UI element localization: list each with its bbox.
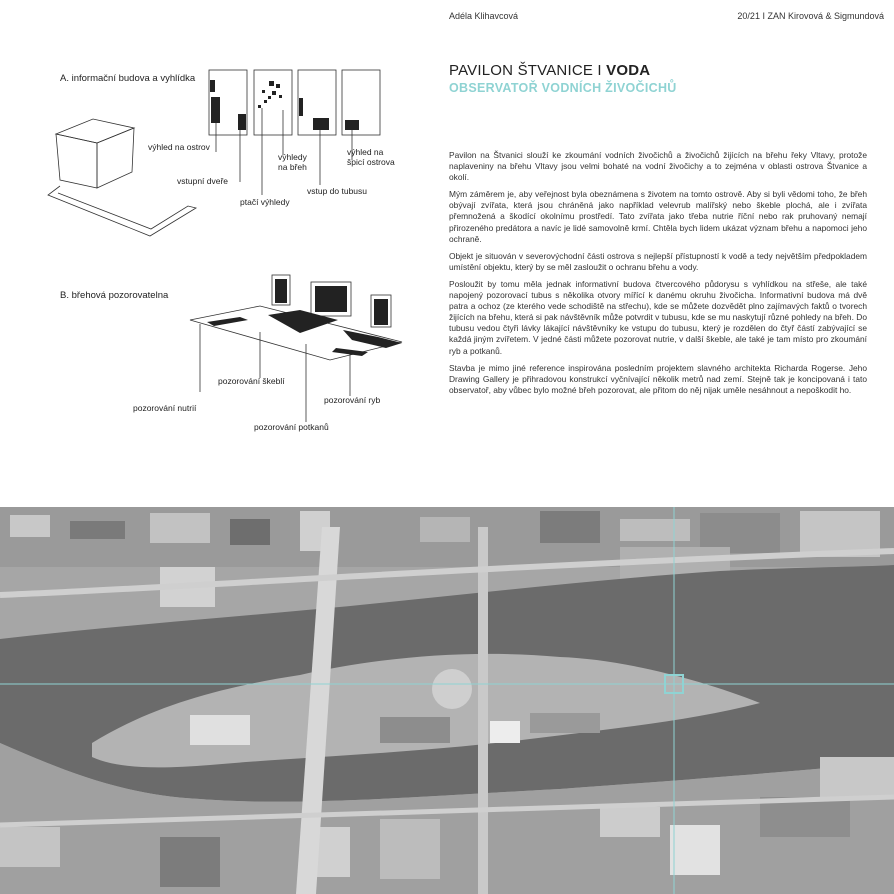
section-b-heading: B. břehová pozorovatelna — [60, 290, 169, 301]
tubus-path — [48, 186, 196, 236]
title-prefix: PAVILON ŠTVANICE I — [449, 62, 607, 79]
section-b-drawing — [0, 260, 440, 440]
page-title — [449, 62, 650, 79]
author-name: Adéla Klihavcová — [449, 11, 519, 21]
bridge-railway — [478, 527, 488, 894]
section-a-drawing — [0, 0, 440, 280]
aerial-map — [0, 507, 894, 894]
label-ptaci-vyhledy: ptačí výhledy — [240, 197, 290, 207]
section-a-heading: A. informační budova a vyhlídka — [60, 73, 196, 84]
paragraph: Pavilon na Štvanici slouží ke zkoumání vodních živočichů a živočichů žijících na břehu řeky Vltavy, protože naplaveniny na břehu Vltavy jsou velmi bohaté na vodní živočichy a to zejména v oblasti ostrova Štvanice a okolí. — [449, 150, 867, 183]
label-pozorovani-skebli: pozorování škeblí — [218, 376, 285, 386]
paragraph: Posloužit by tomu měla jednak informativní budova čtvercového půdorysu s vyhlídkou na střeše, ale také napojený pozorovací tubus s několika otvory mířící k danému okruhu živočicha. Informativní budova má dvě patra a ochoz (ze kterého vede schodiště na střechu), kde se můžete dozvědět plno zajímavých faktů o tvorech žijících na břehu, která si pak návštěvník může potvrdit v tubusu, kde se mu naskytují různé pohledy na břeh. Do tubusu vedou čtyři lávky lákající návštěvníky ke vstupu do tubusu, který je rozdělen do čtyř částí zabývající se každá jiným zvířetem. V jedné části můžete pozorovat nutrie, v další škeble, ale také je tam místo pro zkoumání ryb a potkanů. — [449, 278, 867, 356]
label-vyhled-spici-1: výhled na — [347, 147, 384, 157]
label-vyhled-ostrov: výhled na ostrov — [148, 142, 210, 152]
cube-left — [56, 134, 97, 188]
paragraph: Mým záměrem je, aby veřejnost byla obeznámena s životem na tomto ostrově. Aby si byli vědomi toho, že břeh obývají zvířata, která jsou chráněná jako například velevrub malířský nebo škeble plochá, ale i zvířata přemnožená a škodící okolnímu prostředí. Tato zvířata jako třeba nutrie říční nebo rak pruhovaný nemají přirozeného predátora a navíc je lidé samovolně krmí. Chtěla bych lidem ukázat význam břehu a napomoci jeho ochraně. — [449, 189, 867, 244]
cube-right — [97, 128, 134, 188]
label-vstupni-dvere: vstupní dveře — [177, 176, 229, 186]
body-text — [449, 150, 867, 402]
studio-label: 20/21 I ZAN Kirovová & Sigmundová — [737, 11, 884, 21]
facade-panel-2 — [254, 70, 292, 135]
paragraph: Stavba je mimo jiné reference inspirována posledním projektem slavného architekta Richarda Rogerse. Jeho Drawing Gallery je přihradovou konstrukcí vyčnívající několik metrů nad zemí. Stejně tak je koncipovaná i tato observatoř, aby vůbec bylo možné břeh pozorovat, ale přitom do něj nijak uměle nesáhnout a nepoškodit ho. — [449, 362, 867, 395]
label-vyhledy-breh-1: výhledy — [278, 152, 307, 162]
title-bold: VODA — [606, 62, 651, 79]
cube-top — [56, 119, 134, 143]
label-pozorovani-nutrii: pozorování nutrií — [133, 403, 197, 413]
label-vyhled-spici-2: špicí ostrova — [347, 157, 395, 167]
label-pozorovani-potkanu: pozorování potkanů — [254, 422, 329, 432]
paragraph: Objekt je situován v severovýchodní části ostrova s nejlepší přístupností k vodě a tedy největším předpokladem umístění objektu, který by se měl zasloužit o ochranu břehu a vody. — [449, 250, 867, 272]
label-vstup-tubus: vstup do tubusu — [307, 186, 368, 196]
label-pozorovani-ryb: pozorování ryb — [324, 395, 381, 405]
label-vyhledy-breh-2: na břeh — [278, 162, 307, 172]
page-subtitle: OBSERVATOŘ VODNÍCH ŽIVOČICHŮ — [449, 81, 677, 95]
